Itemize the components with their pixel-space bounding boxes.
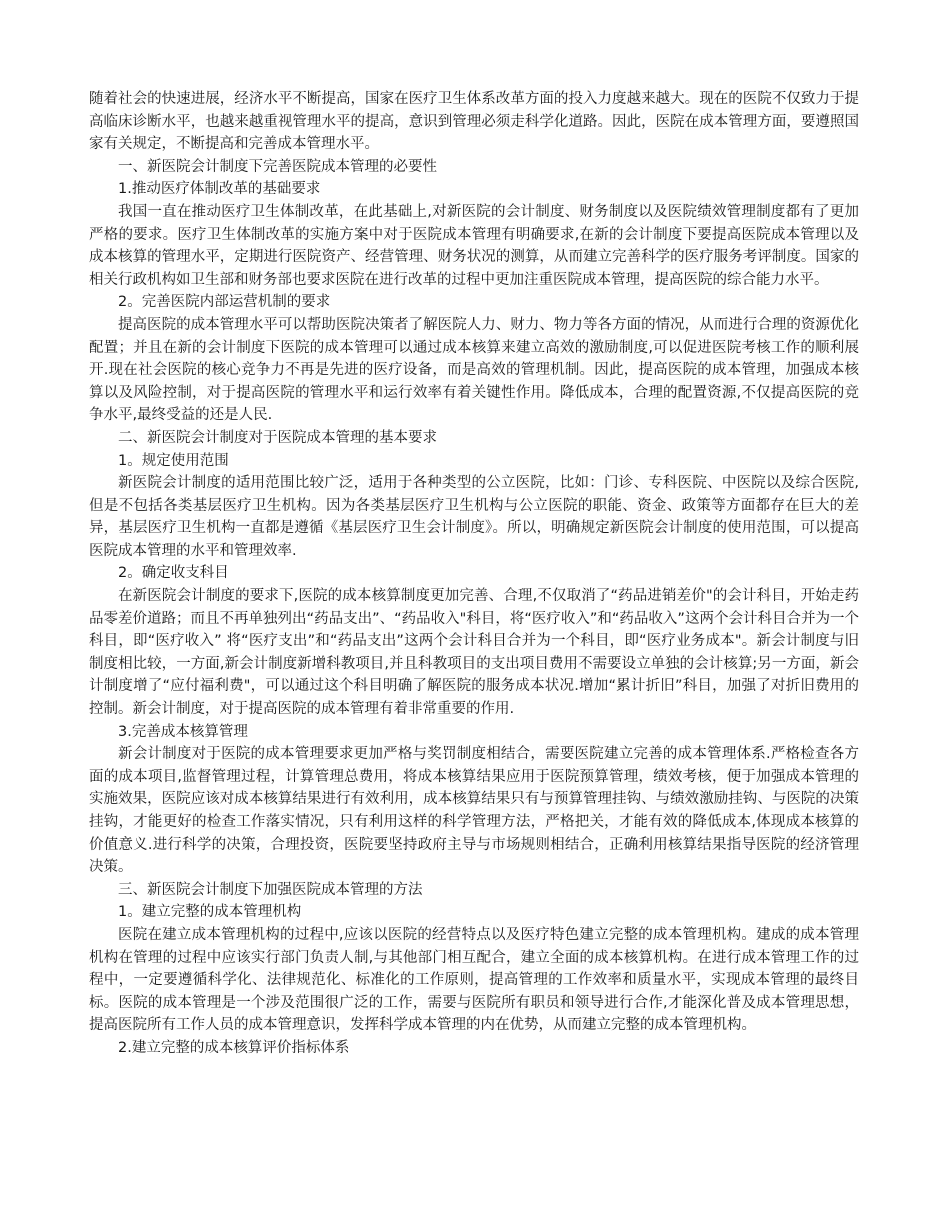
- subsection-heading-1-1: 1.推动医疗体制改革的基础要求: [118, 181, 321, 198]
- subsection-heading-3-2: 2.建立完整的成本核算评价指标体系: [118, 1039, 350, 1056]
- intro-paragraph: 随着社会的快速进展，经济水平不断提高，国家在医疗卫生体系改革方面的投入力度越来越大。现在的医院不仅致力于提高临床诊断水平，也越来越重视管理水平的提高，意识到管理必须走科学化道路。因此，医院在成本管理方面，要遵照国家有关规定，不断提高和完善成本管理水平。: [89, 91, 859, 153]
- subsection-heading-2-2: 2。确定收支科目: [118, 565, 229, 582]
- paragraph-1-1: 我国一直在推动医疗卫生体制改革，在此基础上,对新医院的会计制度、财务制度以及医院绩效管理制度都有了更加严格的要求。医疗卫生体制改革的实施方案中对于医院成本管理有明确要求,在新的会计制度下要提高医院成本管理以及成本核算的管理水平，定期进行医院资产、经营管理、财务状况的测算，从而建立完善科学的医疗服务考评制度。国家的相关行政机构如卫生部和财务部也要求医院在进行改革的过程中更加注重医院成本管理，提高医院的综合能力水平。: [89, 203, 859, 288]
- paragraph-1-2: 提高医院的成本管理水平可以帮助医院决策者了解医院人力、财力、物力等各方面的情况，从而进行合理的资源优化配置；并且在新的会计制度下医院的成本管理可以通过成本核算来建立高效的激励制度,可以促进医院考核工作的顺利展开.现在社会医院的核心竞争力不再是先进的医疗设备，而是高效的管理机制。因此，提高医院的成本管理，加强成本核算以及风险控制，对于提高医院的管理水平和运行效率有着关键性作用。降低成本，合理的配置资源,不仅提高医院的竞争水平,最终受益的还是人民.: [89, 316, 859, 424]
- section-heading-2: 二、新医院会计制度对于医院成本管理的基本要求: [118, 429, 437, 446]
- subsection-heading-2-3: 3.完善成本核算管理: [118, 723, 248, 740]
- subsection-heading-1-2: 2。完善医院内部运营机制的要求: [118, 294, 331, 311]
- paragraph-2-2: 在新医院会计制度的要求下,医院的成本核算制度更加完善、合理,不仅取消了“药品进销差价"的会计科目，开始走药品零差价道路；而且不再单独列出“药品支出”、“药品收入"科目，将“医疗收入”和“药品收入”这两个会计科目合并为一个科目，即“医疗收入” 将“医疗支出”和“药品支出”这两个会计科目合并为一个科目，即“医疗业务成本"。新会计制度与旧制度相比较，一方面,新会计制度新增科教项目,并且科教项目的支出项目费用不需要设立单独的会计核算;另一方面，新会计制度增了“应付福利费"，可以通过这个科目明确了解医院的服务成本状况.增加“累计折旧”科目，加强了对折旧费用的控制。新会计制度，对于提高医院的成本管理有着非常重要的作用.: [89, 588, 859, 718]
- paragraph-3-1: 医院在建立成本管理机构的过程中,应该以医院的经营特点以及医疗特色建立完整的成本管理机构。建成的成本管理机构在管理的过程中应该实行部门负责人制,与其他部门相互配合，建立全面的成本核算机构。在进行成本管理工作的过程中，一定要遵循科学化、法律规范化、标准化的工作原则，提高管理的工作效率和质量水平，实现成本管理的最终目标。医院的成本管理是一个涉及范围很广泛的工作，需要与医院所有职员和领导进行合作,才能深化普及成本管理思想，提高医院所有工作人员的成本管理意识，发挥科学成本管理的内在优势，从而建立完整的成本管理机构。: [89, 926, 859, 1034]
- paragraph-2-3: 新会计制度对于医院的成本管理要求更加严格与奖罚制度相结合，需要医院建立完善的成本管理体系.严格检查各方面的成本项目,监督管理过程，计算管理总费用，将成本核算结果应用于医院预算管理，绩效考核，便于加强成本管理的实施效果，医院应该对成本核算结果进行有效利用，成本核算结果只有与预算管理挂钩、与绩效激励挂钩、与医院的决策挂钩，才能更好的检查工作落实情况，只有利用这样的科学管理方法，严格把关，才能有效的降低成本,体现成本核算的价值意义.进行科学的决策，合理投资，医院要坚持政府主导与市场规则相结合，正确利用核算结果指导医院的经济管理决策。: [89, 746, 859, 876]
- subsection-heading-3-1: 1。建立完整的成本管理机构: [118, 904, 302, 921]
- subsection-heading-2-1: 1。规定使用范围: [118, 452, 229, 469]
- section-heading-3: 三、新医院会计制度下加强医院成本管理的方法: [118, 881, 423, 898]
- section-heading-1: 一、新医院会计制度下完善医院成本管理的必要性: [118, 158, 437, 175]
- document-body: [89, 88, 859, 1060]
- paragraph-2-1: 新医院会计制度的适用范围比较广泛，适用于各种类型的公立医院，比如：门诊、专科医院、中医院以及综合医院,但是不包括各类基层医疗卫生机构。因为各类基层医疗卫生机构与公立医院的职能、资金、政策等方面都存在巨大的差异，基层医疗卫生机构一直都是遵循《基层医疗卫生会计制度》。所以，明确规定新医院会计制度的使用范围，可以提高医院成本管理的水平和管理效率.: [89, 475, 859, 559]
